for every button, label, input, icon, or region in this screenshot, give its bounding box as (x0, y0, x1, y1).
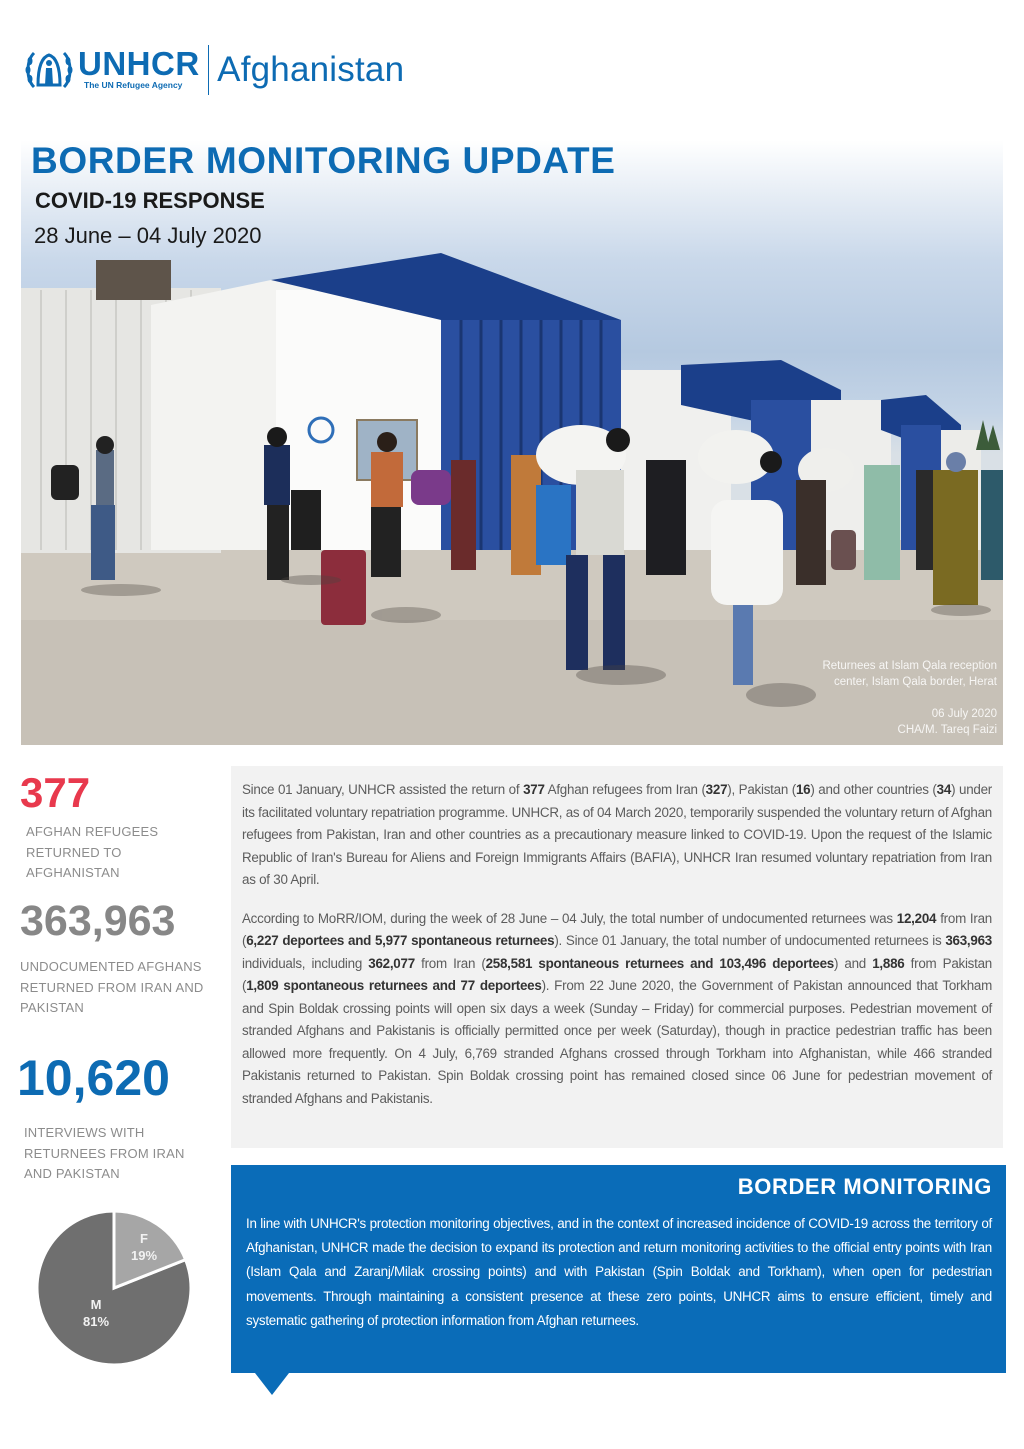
stat-value: 377 (20, 769, 91, 816)
photo-credit: 06 July 2020 CHA/M. Tareq Faizi (897, 708, 997, 736)
stat-label: INTERVIEWS WITH RETURNEES FROM IRAN AND PAKISTAN (24, 1125, 185, 1181)
org-name: UNHCR (78, 45, 200, 82)
summary-text-box (231, 766, 1003, 1148)
stat-value: 363,963 (20, 897, 176, 945)
hero-banner (21, 140, 1003, 745)
section-body: In line with UNHCR's protection monitoring objectives, and in the context of increased incidence of COVID-19 across the territory of Afghanistan, UNHCR made the decision to expand its protection and return monitoring activities to the official entry points with Iran (Islam Qala and Zaranj/Milak crossing points) and with Pakistan (Spin Boldak and Torkham), when open for pedestrian movements. Through maintaining a consistent presence at these zero points, UNHCR aims to ensure efficient, timely and systematic gathering of protection information from Afghan returnees. (246, 1216, 992, 1328)
org-tagline: The UN Refugee Agency (84, 80, 183, 90)
logo-divider (208, 45, 210, 95)
page-title: BORDER MONITORING UPDATE (31, 140, 616, 181)
section-title: BORDER MONITORING (737, 1174, 992, 1199)
summary-paragraph-1: Since 01 January, UNHCR assisted the return of 377 Afghan refugees from Iran (327), Pakistan (16) and other countries (34) under its facilitated voluntary repatriation programme. UNHCR, as of 04 March 2020, temporarily suspended the voluntary return of Afghan refugees from Pakistan, Iran and other countries as a precautionary measure linked to COVID-19. Upon the request of the Islamic Republic of Iran's Bureau for Aliens and Foreign Immigrants Affairs (BAFIA), UNHCR Iran resumed voluntary repatriation from Iran as of 30 April. (242, 782, 992, 887)
stat-interviews (17, 1050, 197, 1185)
country-name: Afghanistan (217, 50, 405, 89)
page-subtitle: COVID-19 RESPONSE (35, 188, 265, 213)
stat-value: 10,620 (17, 1050, 170, 1106)
stat-label: AFGHAN REFUGEES RETURNED TO AFGHANISTAN (26, 824, 159, 880)
pie-label-female: F 19% (130, 1231, 158, 1263)
report-date-range: 28 June – 04 July 2020 (34, 223, 262, 248)
callout-pointer (255, 1373, 289, 1395)
summary-paragraph-2: According to MoRR/IOM, during the week of 28 June – 04 July, the total number of undocumented returnees was 12,204 from Iran (6,227 deportees and 5,977 spontaneous returnees). Since 01 January, the total number of undocumented returnees is 363,963 individuals, including 362,077 from Iran (258,581 spontaneous returnees and 103,496 deportees) and 1,886 from Pakistan (1,809 spontaneous returnees and 77 deportees). From 22 June 2020, the Government of Pakistan announced that Torkham and Spin Boldak crossing points will open six days a week (Sunday – Friday) for commercial purposes. Pedestrian movement of stranded Afghans and Pakistanis is officially permitted once per week (Saturday), though in practice pedestrian traffic has been allowed more frequently. On 4 July, 6,769 stranded Afghans crossed through Torkham into Afghanistan, while 466 stranded Pakistanis returned to Pakistan. Spin Boldak crossing point has remained closed since 06 June for pedestrian movement of stranded Afghans and Pakistanis. (242, 910, 993, 1106)
stat-refugees-returned (20, 769, 190, 884)
unhcr-emblem-icon (24, 47, 74, 93)
stat-label: UNDOCUMENTED AFGHANS RETURNED FROM IRAN AND PAKISTAN (20, 959, 204, 1015)
pie-svg (34, 1208, 194, 1368)
pie-label-male: M 81% (82, 1297, 110, 1329)
border-monitoring-section (231, 1165, 1006, 1373)
unhcr-afghanistan-logo (24, 44, 404, 96)
stat-undocumented-returned (20, 897, 220, 1019)
photo-caption: Returnees at Islam Qala reception center, Islam Qala border, Herat (822, 660, 997, 688)
gender-pie-chart (34, 1208, 194, 1368)
